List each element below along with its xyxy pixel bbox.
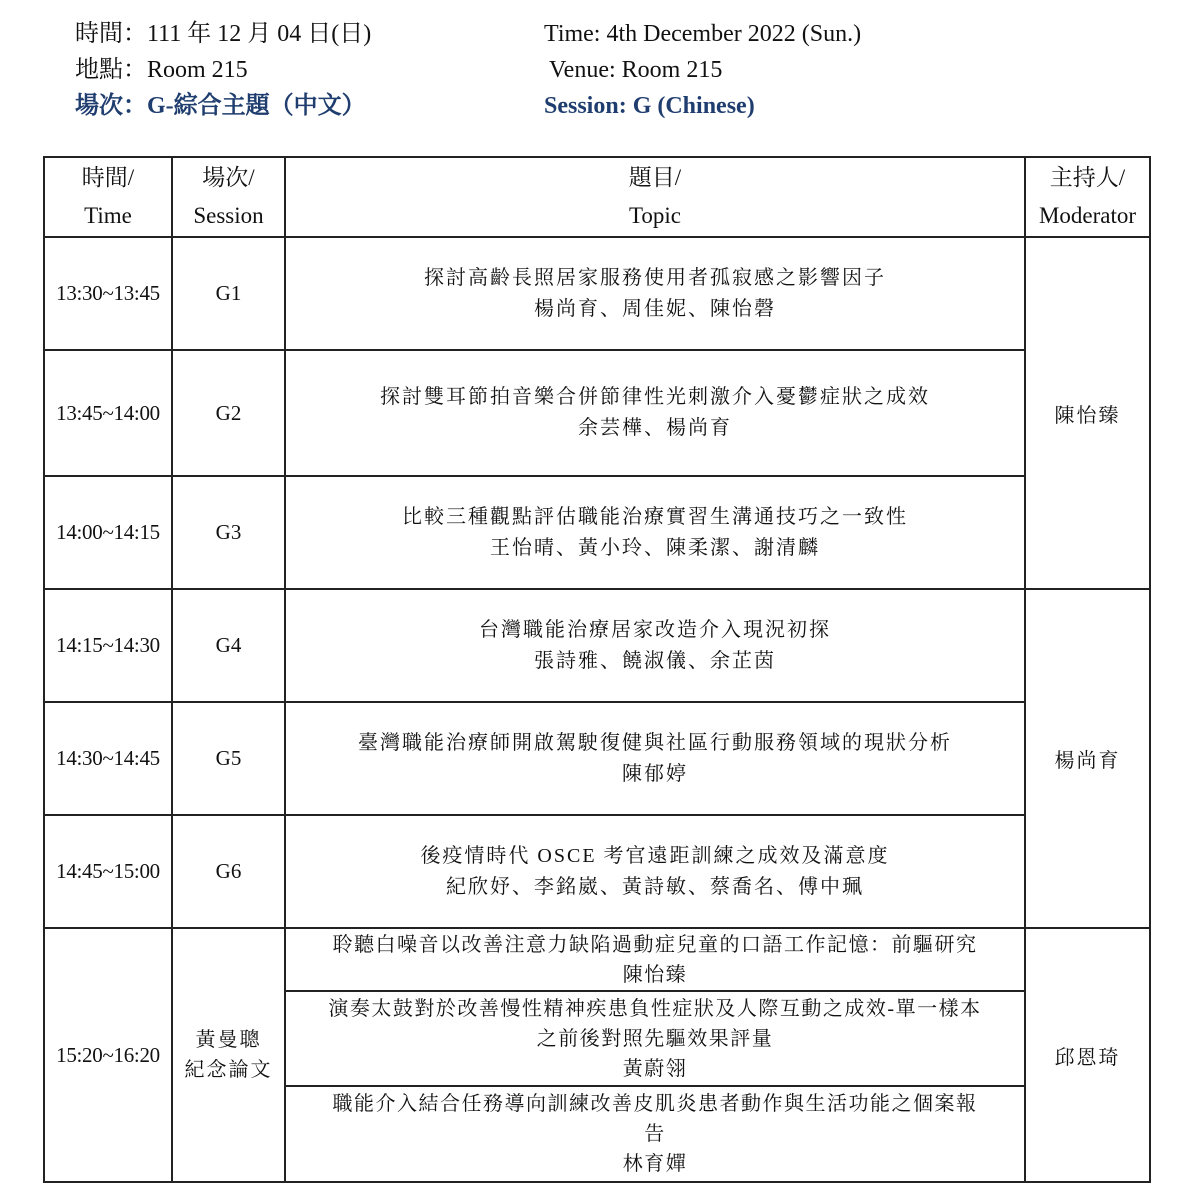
- venue-chinese: 地點：Room 215: [75, 57, 248, 83]
- paper-title: 聆聽白噪音以改善注意力缺陷過動症兒童的口語工作記憶：前驅研究: [332, 933, 978, 956]
- paper-authors: 紀欣妤、李銘崴、黃詩敏、蔡喬名、傅中珮: [446, 875, 864, 898]
- col-header-time-en: Time: [84, 203, 132, 228]
- col-header-time: [44, 157, 172, 237]
- schedule-table: [43, 156, 1151, 1183]
- col-header-moderator: [1025, 157, 1150, 237]
- paper-authors: 陳郁婷: [622, 762, 688, 785]
- session-code: G6: [172, 815, 285, 928]
- award-label-line: 黃曼聰: [195, 1029, 262, 1051]
- col-header-session-zh: 場次/: [202, 165, 255, 190]
- venue-english: Venue: Room 215: [549, 57, 723, 83]
- table-row: [44, 350, 1150, 476]
- paper-title: 台灣職能治療居家改造介入現況初探: [479, 618, 831, 641]
- paper-title: 告: [644, 1123, 666, 1145]
- moderator-cell: 陳怡臻: [1025, 237, 1150, 589]
- paper-authors: 林育嬋: [622, 1153, 688, 1175]
- session-topic: [285, 589, 1025, 702]
- table-row: [44, 476, 1150, 589]
- col-header-topic: [285, 157, 1025, 237]
- table-row: [44, 928, 1150, 991]
- session-time: 14:45~15:00: [44, 815, 172, 928]
- session-time: 14:15~14:30: [44, 589, 172, 702]
- session-chinese: 場次：G-綜合主題（中文）: [75, 93, 366, 119]
- session-topic: [285, 237, 1025, 350]
- date-english: Time: 4th December 2022 (Sun.): [544, 21, 862, 47]
- schedule-header: [75, 16, 1125, 124]
- paper-authors: 王怡晴、黃小玲、陳柔潔、謝清麟: [490, 536, 820, 559]
- moderator-cell: 楊尚育: [1025, 589, 1150, 928]
- award-session-label: [172, 928, 285, 1182]
- venue-row: [75, 52, 1125, 88]
- session-time: 13:30~13:45: [44, 237, 172, 350]
- session-row: [75, 88, 1125, 124]
- col-header-moderator-zh: 主持人/: [1049, 165, 1126, 190]
- session-time: 13:45~14:00: [44, 350, 172, 476]
- session-code: G3: [172, 476, 285, 589]
- session-code: G2: [172, 350, 285, 476]
- paper-authors: 陳怡臻: [622, 963, 688, 986]
- paper-title: 探討雙耳節拍音樂合併節律性光刺激介入憂鬱症狀之成效: [380, 386, 930, 408]
- col-header-time-zh: 時間/: [81, 165, 135, 190]
- award-paper: [285, 991, 1025, 1086]
- session-code: G4: [172, 589, 285, 702]
- session-code: G1: [172, 237, 285, 350]
- paper-title: 臺灣職能治療師開啟駕駛復健與社區行動服務領域的現狀分析: [358, 731, 952, 754]
- paper-title: 演奏太鼓對於改善慢性精神疾患負性症狀及人際互動之成效-單一樣本: [328, 997, 982, 1020]
- col-header-session: [172, 157, 285, 237]
- session-time: 14:30~14:45: [44, 702, 172, 815]
- session-english: Session: G (Chinese): [544, 93, 755, 119]
- paper-authors: 楊尚育、周佳妮、陳怡磬: [534, 297, 776, 320]
- time-row: [75, 16, 1125, 52]
- award-label-line: 紀念論文: [184, 1059, 273, 1081]
- award-paper: [285, 928, 1025, 991]
- session-topic: [285, 702, 1025, 815]
- session-topic: [285, 476, 1025, 589]
- col-header-moderator-en: Moderator: [1038, 203, 1137, 228]
- date-chinese: 時間：111 年 12 月 04 日(日): [75, 21, 372, 47]
- col-header-topic-en: Topic: [628, 203, 682, 228]
- paper-authors: 黃蔚翎: [622, 1057, 688, 1080]
- award-paper: [285, 1086, 1025, 1182]
- col-header-topic-zh: 題目/: [628, 165, 682, 190]
- paper-title: 職能介入結合任務導向訓練改善皮肌炎患者動作與生活功能之個案報: [332, 1093, 978, 1115]
- header-row: [44, 157, 1150, 237]
- moderator-cell: 邱恩琦: [1025, 928, 1150, 1182]
- table-row: [44, 702, 1150, 815]
- award-session-time: 15:20~16:20: [44, 928, 172, 1182]
- table-row: [44, 589, 1150, 702]
- session-code: G5: [172, 702, 285, 815]
- paper-authors: 張詩雅、饒淑儀、余芷茵: [534, 649, 776, 672]
- paper-title: 後疫情時代 OSCE 考官遠距訓練之成效及滿意度: [420, 844, 890, 867]
- col-header-session-en: Session: [193, 203, 264, 228]
- table-row: [44, 237, 1150, 350]
- paper-title: 之前後對照先驅效果評量: [536, 1027, 774, 1050]
- session-time: 14:00~14:15: [44, 476, 172, 589]
- paper-authors: 余芸樺、楊尚育: [578, 417, 732, 439]
- session-topic: [285, 815, 1025, 928]
- paper-title: 比較三種觀點評估職能治療實習生溝通技巧之一致性: [402, 505, 908, 528]
- session-topic: [285, 350, 1025, 476]
- table-row: [44, 815, 1150, 928]
- paper-title: 探討高齡長照居家服務使用者孤寂感之影響因子: [424, 266, 886, 289]
